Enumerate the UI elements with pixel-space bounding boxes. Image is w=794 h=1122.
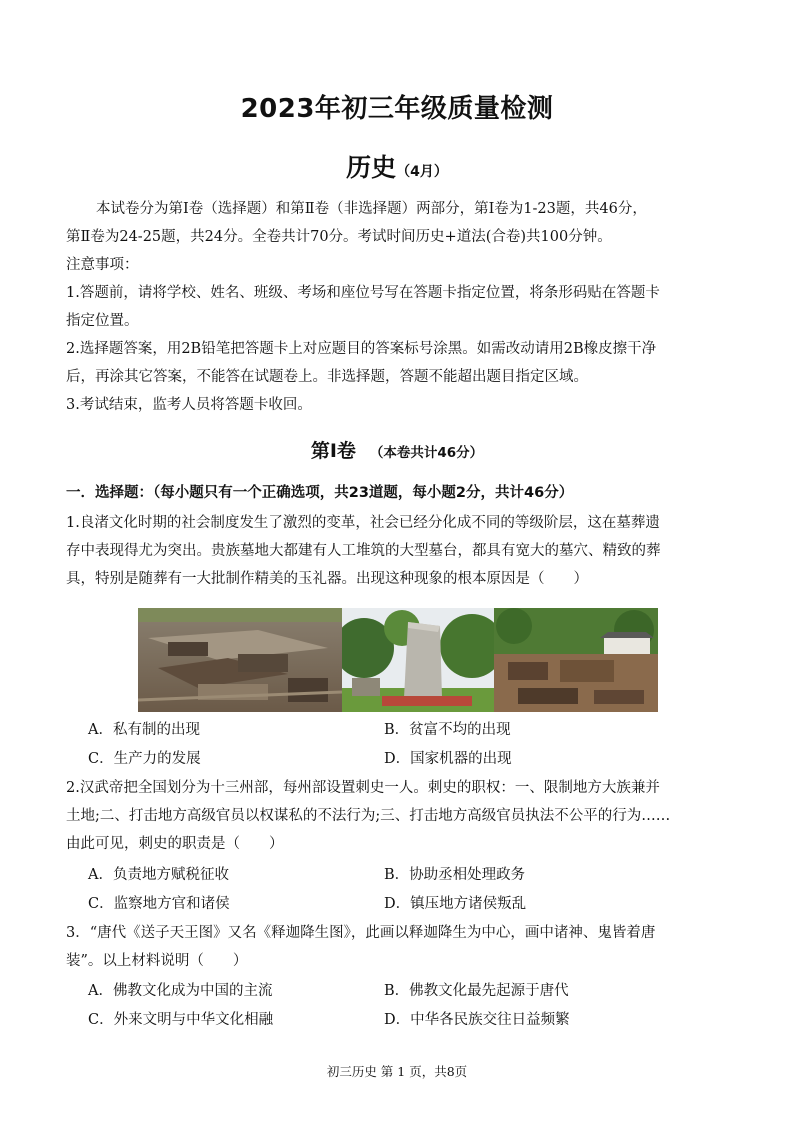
notice-heading: 注意事项： xyxy=(66,257,139,273)
instruction-line: 本试卷分为第Ⅰ卷（选择题）和第Ⅱ卷（非选择题）两部分，第Ⅰ卷为1-23题，共46分， xyxy=(96,201,647,217)
option-d: D．中华各民族交往日益频繁 xyxy=(384,1012,570,1028)
instruction-line: 后，再涂其它答案，不能答在试题卷上。非选择题，答题不能超出题目指定区域。 xyxy=(66,369,588,385)
section-label: 第Ⅰ卷 xyxy=(310,440,356,462)
option-d: D．镇压地方诸侯叛乱 xyxy=(384,896,527,912)
exam-month: （4月） xyxy=(396,164,448,180)
exam-title: 2023年初三年级质量检测 xyxy=(240,94,554,124)
liangzhu-site-photos xyxy=(138,608,658,712)
part-heading: 一．选择题：（每小题只有一个正确选项，共23道题，每小题2分，共计46分） xyxy=(66,485,574,501)
option-b: B．协助丞相处理政务 xyxy=(384,867,526,883)
option-b: B．佛教文化最先起源于唐代 xyxy=(384,983,569,999)
subject-name: 历史 xyxy=(346,153,397,182)
section-note: （本卷共计46分） xyxy=(369,445,484,461)
option-d: D．国家机器的出现 xyxy=(384,751,512,767)
monument-stele-photo xyxy=(342,608,494,712)
question-3-options xyxy=(88,977,728,1035)
option-c: C．生产力的发展 xyxy=(88,751,201,767)
option-c: C．外来文明与中华文化相融 xyxy=(88,1012,274,1028)
question-line: 由此可见，刺史的职责是（ ） xyxy=(66,836,284,852)
instruction-line: 指定位置。 xyxy=(66,313,139,329)
question-1-options xyxy=(88,716,728,774)
option-c: C．监察地方官和诸侯 xyxy=(88,896,230,912)
subject-heading xyxy=(0,148,794,184)
instruction-line: 第Ⅱ卷为24-25题，共24分。全卷共计70分。考试时间历史+道法(合卷)共100分钟。 xyxy=(66,229,612,245)
instruction-line: 2.选择题答案，用2B铅笔把答题卡上对应题目的答案标号涂黑。如需改动请用2B橡皮擦干净 xyxy=(66,341,657,357)
instruction-line: 3.考试结束，监考人员将答题卡收回。 xyxy=(66,397,312,413)
question-line: 2.汉武帝把全国划分为十三州部，每州部设置刺史一人。刺史的职权：一、限制地方大族兼并 xyxy=(66,780,660,796)
option-a: A．负责地方赋税征收 xyxy=(88,867,229,883)
instructions xyxy=(66,195,730,419)
question-line: 具，特别是随葬有一大批制作精美的玉礼器。出现这种现象的根本原因是（ ） xyxy=(66,571,588,587)
question-line: 装”。以上材料说明（ ） xyxy=(66,953,248,969)
option-b: B．贫富不均的出现 xyxy=(384,722,511,738)
question-2-stem xyxy=(66,774,730,858)
question-line: 1.良渚文化时期的社会制度发生了激烈的变革，社会已经分化成不同的等级阶层，这在墓葬遗 xyxy=(66,515,660,531)
question-3-stem xyxy=(66,919,730,975)
option-a: A．佛教文化成为中国的主流 xyxy=(88,983,273,999)
question-line: 土地;二、打击地方高级官员以权谋私的不法行为;三、打击地方高级官员执法不公平的行为…… xyxy=(66,808,671,824)
question-line: 3．“唐代《送子天王图》又名《释迦降生图》，此画以释迦降生为中心，画中诸神、鬼皆着唐 xyxy=(66,925,656,941)
instruction-line: 1.答题前，请将学校、姓名、班级、考场和座位号写在答题卡指定位置，将条形码贴在答题卡 xyxy=(66,285,660,301)
page-footer: 初三历史 第 1 页，共8页 xyxy=(326,1064,468,1079)
palace-foundation-photo xyxy=(494,608,658,712)
option-a: A．私有制的出现 xyxy=(88,722,200,738)
excavation-site-photo xyxy=(138,608,342,712)
section-title xyxy=(0,436,794,463)
question-line: 存中表现得尤为突出。贵族墓地大都建有人工堆筑的大型墓台，都具有宽大的墓穴、精致的葬 xyxy=(66,543,661,559)
question-1-stem xyxy=(66,509,730,593)
question-2-options xyxy=(88,861,728,919)
